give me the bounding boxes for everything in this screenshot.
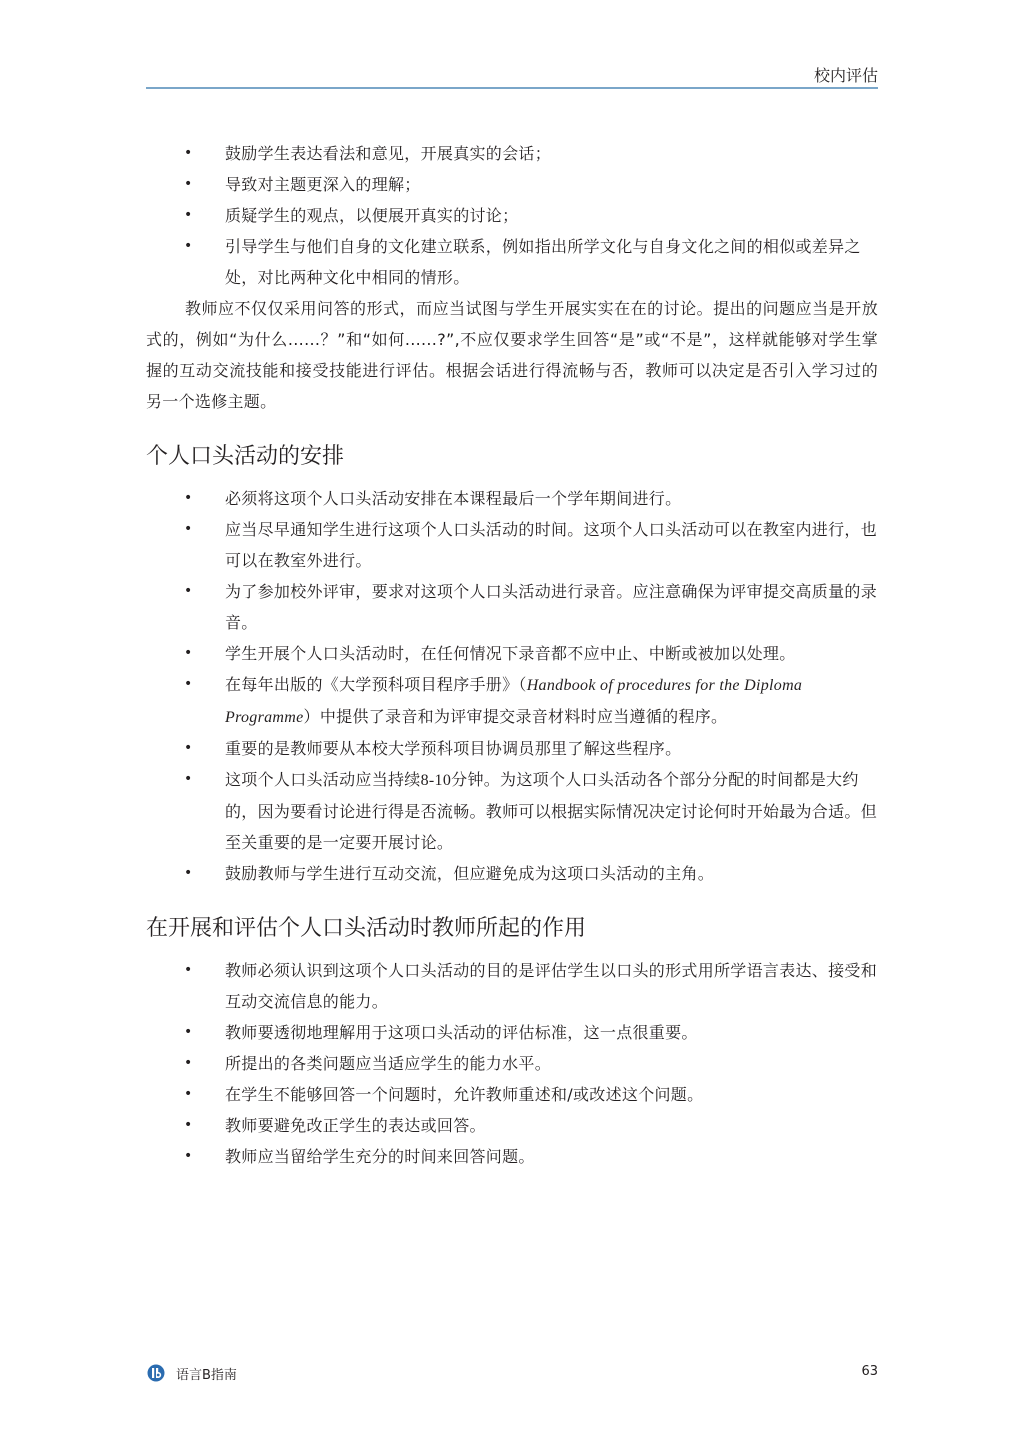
bullet-icon: • (184, 676, 193, 692)
arrangement-bullet-list (146, 483, 878, 889)
bullet-icon: • (184, 1086, 193, 1102)
bullet-icon: • (184, 1024, 193, 1040)
bullet-icon: • (184, 490, 193, 506)
list-item: • 所提出的各类问题应当适应学生的能力水平。 (146, 1048, 878, 1079)
bullet-icon: • (184, 583, 193, 599)
handbook-title: Handbook of procedures for the Diploma Programme (225, 677, 803, 726)
duration-value: 8-10 (420, 772, 452, 789)
list-item: • 这项个人口头活动应当持续8-10分钟。为这项个人口头活动各个部分分配的时间都是大约的，因为要看讨论进行得是否流畅。教师可以根据实际情况决定讨论何时开始最为合适。但至关重要的是一定要开展讨论。 (146, 764, 878, 858)
bullet-icon: • (184, 238, 193, 254)
header-divider (146, 87, 878, 89)
bullet-icon: • (184, 771, 193, 787)
section-heading-arrangement: 个人口头活动的安排 (146, 444, 345, 469)
bullet-icon: • (184, 865, 193, 881)
list-item: • 导致对主题更深入的理解； (146, 169, 878, 200)
list-item: • 必须将这项个人口头活动安排在本课程最后一个学年期间进行。 (146, 483, 878, 514)
bullet-icon: • (184, 1117, 193, 1133)
list-item: • 鼓励学生表达看法和意见，开展真实的会话； (146, 138, 878, 169)
list-item: • 教师必须认识到这项个人口头活动的目的是评估学生以口头的形式用所学语言表达、接受和互动交流信息的能力。 (146, 955, 878, 1017)
list-item: • 在每年出版的《大学预科项目程序手册》（Handbook of procedures for the Diploma Programme）中提供了录音和为评审提交录音材料时应当遵循的程序。 (146, 669, 878, 733)
list-item: • 教师要避免改正学生的表达或回答。 (146, 1110, 878, 1141)
footer-guide-title: 语言B指南 (176, 1368, 237, 1383)
page-body (146, 138, 878, 1172)
list-item: • 教师要透彻地理解用于这项口头活动的评估标准，这一点很重要。 (146, 1017, 878, 1048)
list-item: • 学生开展个人口头活动时，在任何情况下录音都不应中止、中断或被加以处理。 (146, 638, 878, 669)
list-item: • 重要的是教师要从本校大学预科项目协调员那里了解这些程序。 (146, 733, 878, 764)
teacher-role-bullet-list (146, 955, 878, 1172)
list-item: • 教师应当留给学生充分的时间来回答问题。 (146, 1141, 878, 1172)
page-number: 63 (861, 1364, 878, 1379)
bullet-icon: • (184, 1148, 193, 1164)
list-item: • 引导学生与他们自身的文化建立联系，例如指出所学文化与自身文化之间的相似或差异之处，对比两种文化中相同的情形。 (146, 231, 878, 293)
bullet-icon: • (184, 962, 193, 978)
bullet-icon: • (184, 645, 193, 661)
header-section-title: 校内评估 (813, 66, 878, 85)
list-item: • 质疑学生的观点，以便展开真实的讨论； (146, 200, 878, 231)
bullet-icon: • (184, 207, 193, 223)
ib-logo-icon (146, 1363, 166, 1383)
section-heading-teacher-role: 在开展和评估个人口头活动时教师所起的作用 (146, 916, 587, 941)
bullet-icon: • (184, 521, 193, 537)
bullet-icon: • (184, 740, 193, 756)
intro-bullet-list (146, 138, 878, 293)
bullet-icon: • (184, 176, 193, 192)
bullet-icon: • (184, 1055, 193, 1071)
list-item: • 在学生不能够回答一个问题时，允许教师重述和/或改述这个问题。 (146, 1079, 878, 1110)
list-item: • 为了参加校外评审，要求对这项个人口头活动进行录音。应注意确保为评审提交高质量的录音。 (146, 576, 878, 638)
intro-paragraph: 教师应不仅仅采用问答的形式，而应当试图与学生开展实实在在的讨论。提出的问题应当是开放式的，例如“为什么......？”和“如何......?”,不应仅要求学生回答“是”或“不是”，这样就能够对学生掌握的互动交流技能和接受技能进行评估。根据会话进行得流畅与否，教师可以决定是否引入学习过的另一个选修主题。 (146, 299, 878, 411)
bullet-icon: • (184, 145, 193, 161)
list-item: • 应当尽早通知学生进行这项个人口头活动的时间。这项个人口头活动可以在教室内进行，也可以在教室外进行。 (146, 514, 878, 576)
list-item: • 鼓励教师与学生进行互动交流，但应避免成为这项口头活动的主角。 (146, 858, 878, 889)
